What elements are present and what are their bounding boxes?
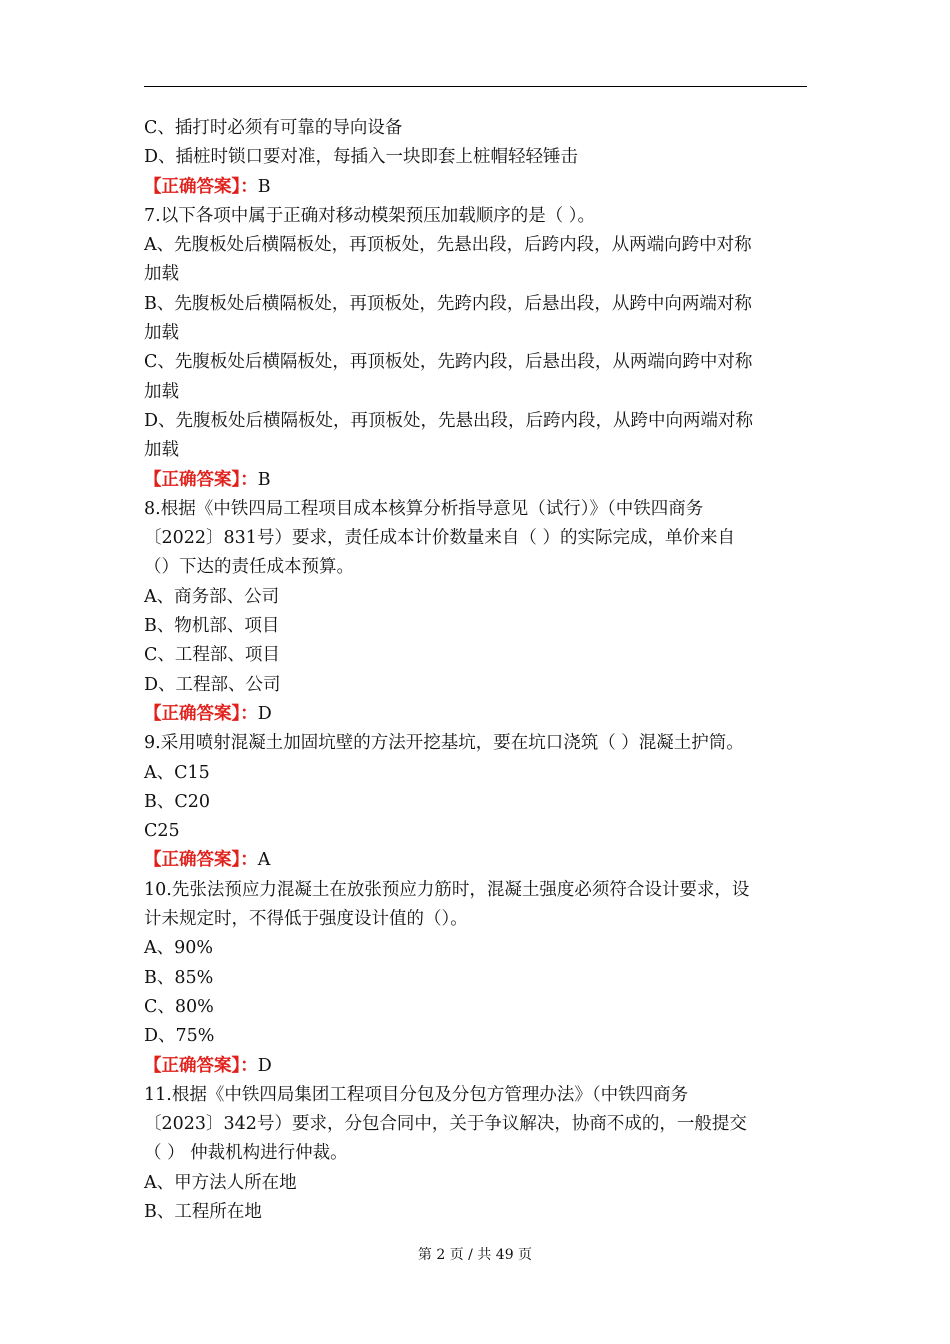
text-line: C、先腹板处后横隔板处，再顶板处，先跨内段，后悬出段，从两端向跨中对称	[144, 352, 753, 373]
text-line: 11.根据《中铁四局集团工程项目分包及分包方管理办法》（中铁四商务	[144, 1084, 689, 1105]
text-line: B、C20	[144, 791, 211, 812]
correct-answer-value: B	[257, 469, 271, 490]
text-line: 加载	[144, 323, 179, 344]
text-line: 8.根据《中铁四局工程项目成本核算分析指导意见（试行）》（中铁四商务	[144, 498, 704, 519]
text-line: D、工程部、公司	[144, 674, 281, 695]
text-line: 9.采用喷射混凝土加固坑壁的方法开挖基坑，要在坑口浇筑（ ）混凝土护筒。	[144, 733, 744, 754]
text-line: B、先腹板处后横隔板处，再顶板处，先跨内段，后悬出段，从跨中向两端对称	[144, 293, 752, 314]
correct-answer-line	[144, 846, 809, 875]
text-line: 〔2023〕342号）要求，分包合同中，关于争议解决，协商不成的，一般提交	[144, 1114, 747, 1135]
page-footer: 第 2 页 / 共 49 页	[417, 1247, 533, 1263]
text-line: B、85%	[144, 967, 214, 988]
text-line: C、80%	[144, 996, 214, 1017]
text-line: A、90%	[144, 938, 214, 959]
text-line: C、插打时必须有可靠的导向设备	[144, 118, 403, 138]
text-line: A、商务部、公司	[144, 586, 280, 607]
correct-answer-value: A	[257, 850, 271, 871]
correct-answer-value: B	[257, 176, 271, 197]
correct-answer-label: 【正确答案】：	[144, 703, 258, 724]
correct-answer-line	[144, 173, 809, 202]
text-line: 10.先张法预应力混凝土在放张预应力筋时，混凝土强度必须符合设计要求，设	[144, 879, 750, 900]
correct-answer-line	[144, 466, 809, 495]
text-line: B、物机部、项目	[144, 616, 280, 637]
correct-answer-value: D	[257, 703, 272, 724]
text-line: B、工程所在地	[144, 1201, 262, 1222]
text-line: 加载	[144, 440, 179, 461]
text-line: D、先腹板处后横隔板处，再顶板处，先悬出段，后跨内段，从跨中向两端对称	[144, 410, 754, 431]
text-line: 计未规定时，不得低于强度设计值的（）。	[144, 909, 468, 930]
text-line: A、甲方法人所在地	[144, 1172, 297, 1193]
correct-answer-label: 【正确答案】：	[144, 469, 258, 490]
text-line: 7.以下各项中属于正确对移动模架预压加载顺序的是（ ）。	[144, 205, 596, 226]
question-content	[144, 114, 809, 1227]
text-line: （ ） 仲裁机构进行仲裁。	[144, 1143, 348, 1164]
text-line: C、工程部、项目	[144, 645, 280, 666]
correct-answer-label: 【正确答案】：	[144, 1055, 258, 1076]
text-line: 〔2022〕831号）要求，责任成本计价数量来自（ ）的实际完成，单价来自	[144, 528, 735, 549]
text-line: （）下达的责任成本预算。	[144, 557, 354, 578]
text-line: D、75%	[144, 1026, 215, 1047]
text-line: 加载	[144, 264, 179, 285]
correct-answer-line	[144, 700, 809, 729]
correct-answer-line	[144, 1052, 809, 1081]
correct-answer-value: D	[257, 1055, 272, 1076]
text-line: 加载	[144, 381, 179, 402]
text-line: A、先腹板处后横隔板处，再顶板处，先悬出段，后跨内段，从两端向跨中对称	[144, 235, 752, 256]
text-line: A、C15	[144, 762, 210, 783]
text-line: C25	[144, 821, 180, 842]
correct-answer-label: 【正确答案】：	[144, 176, 258, 197]
header-rule	[144, 86, 807, 87]
correct-answer-label: 【正确答案】：	[144, 850, 258, 871]
text-line: D、插桩时锁口要对准，每插入一块即套上桩帽轻轻锤击	[144, 147, 579, 168]
